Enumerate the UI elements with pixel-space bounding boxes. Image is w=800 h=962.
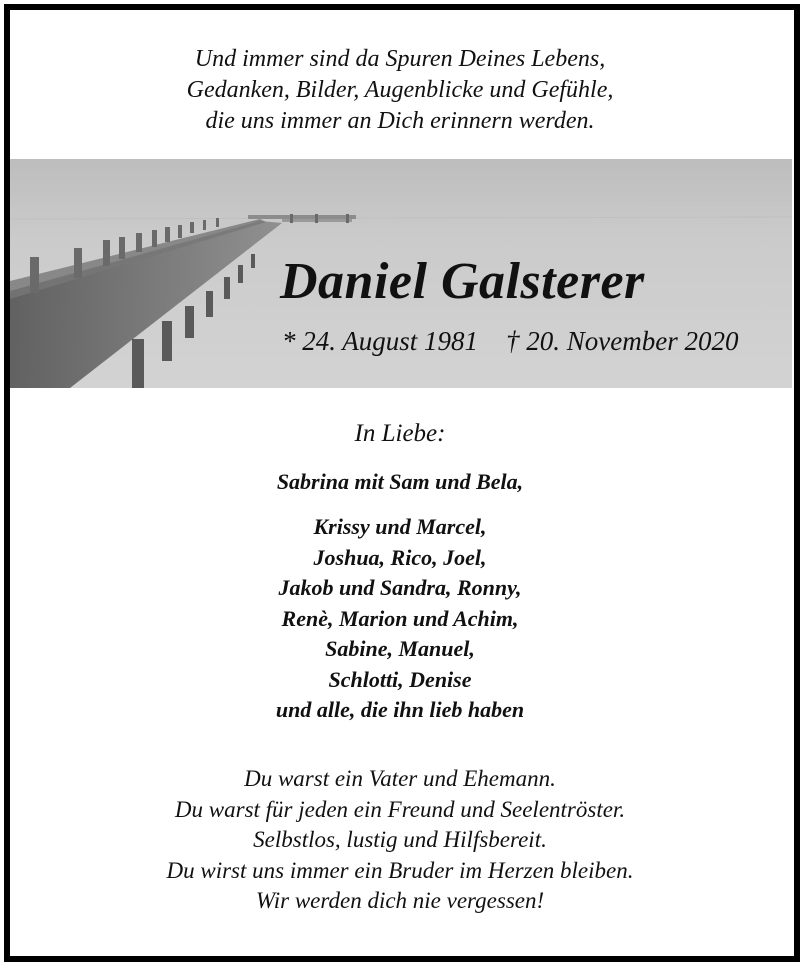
- family-line: Jakob und Sandra, Ronny,: [278, 575, 522, 600]
- closing-line: Du wirst uns immer ein Bruder im Herzen bleiben.: [166, 857, 634, 883]
- family-line: Joshua, Rico, Joel,: [313, 544, 487, 570]
- family-line: Schlotti, Denise: [328, 666, 472, 692]
- family-line: Sabine, Manuel,: [325, 636, 475, 661]
- closing-line: Wir werden dich nie vergessen!: [255, 888, 545, 913]
- death-date: † 20. November 2020: [506, 326, 739, 356]
- quote-line: Und immer sind da Spuren Deines Lebens,: [194, 46, 606, 72]
- top-quote: [0, 44, 800, 137]
- family-line: Renè, Marion und Achim,: [281, 605, 519, 631]
- in-liebe-heading: In Liebe:: [354, 420, 446, 447]
- family-primary: Sabrina mit Sam und Bela,: [276, 469, 524, 494]
- birth-date: * 24. August 1981: [282, 326, 479, 356]
- closing-line: Du warst ein Vater und Ehemann.: [244, 766, 556, 791]
- family-line: Krissy und Marcel,: [313, 514, 487, 539]
- closing-line: Selbstlos, lustig und Hilfsbereit.: [253, 827, 547, 852]
- life-dates: [282, 326, 762, 357]
- quote-line: Gedanken, Bilder, Augenblicke und Gefühle,: [186, 77, 614, 103]
- closing-line: Du warst für jeden ein Freund und Seelentröster.: [174, 796, 626, 822]
- quote-line: die uns immer an Dich erinnern werden.: [205, 108, 595, 134]
- family-line: und alle, die ihn lieb haben: [275, 697, 525, 722]
- family-list: [0, 512, 800, 726]
- closing-verse: [0, 764, 800, 917]
- deceased-name: Daniel Galsterer: [280, 253, 645, 310]
